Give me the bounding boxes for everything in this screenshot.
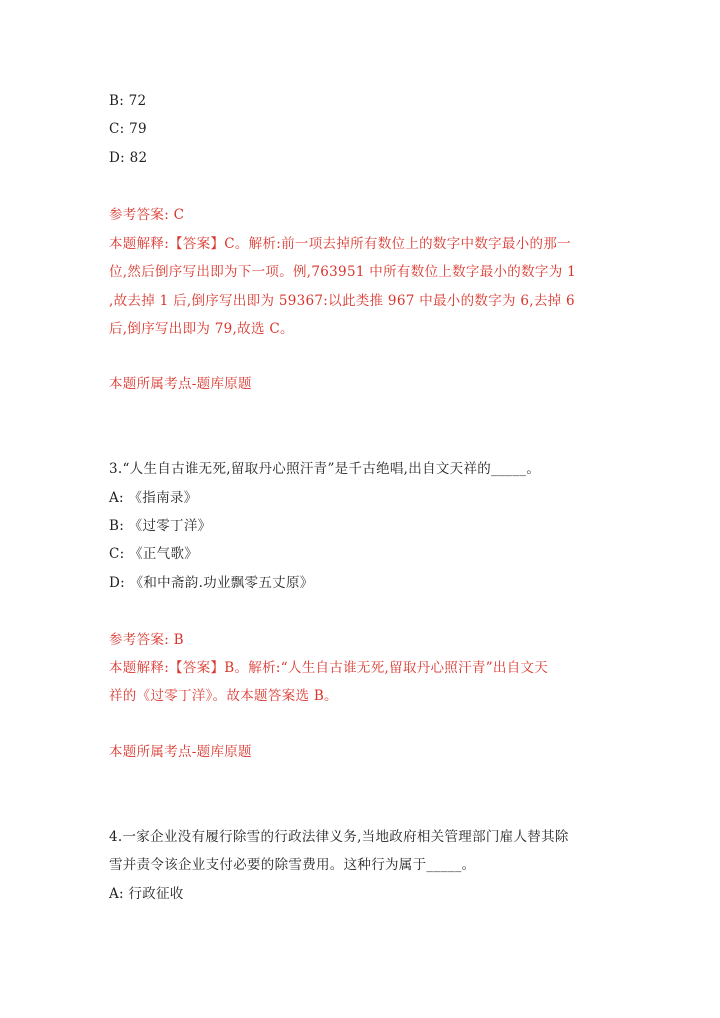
- q3-answer: 参考答案: B: [109, 632, 184, 648]
- q3-explanation-line-2: 祥的《过零丁洋》。故本题答案选 B。: [109, 688, 338, 704]
- q3-topic: 本题所属考点-题库原题: [109, 744, 252, 760]
- q3-explanation-line-1: 本题解释:【答案】B。解析:“人生自古谁无死,留取丹心照汗青”出自文天: [109, 660, 549, 676]
- q2-option-b: B: 72: [109, 93, 147, 109]
- q2-topic: 本题所属考点-题库原题: [109, 376, 252, 392]
- q4-question-line-2: 雪并责令该企业支付必要的除雪费用。这种行为属于_____。: [109, 857, 476, 873]
- q2-explanation-line-1: 本题解释:【答案】C。解析:前一项去掉所有数位上的数字中数字最小的那一: [109, 236, 571, 252]
- q3-option-b: B: 《过零丁洋》: [109, 518, 212, 534]
- q2-explanation-line-3: ,故去掉 1 后,倒序写出即为 59367:以此类推 967 中最小的数字为 6,去掉 6: [109, 293, 575, 309]
- q2-option-d: D: 82: [109, 150, 148, 166]
- q2-explanation-line-2: 位,然后倒序写出即为下一项。例,763951 中所有数位上数字最小的数字为 1: [109, 264, 576, 280]
- q4-question-line-1: 4.一家企业没有履行除雪的行政法律义务,当地政府相关管理部门雇人替其除: [109, 829, 569, 845]
- q2-option-c: C: 79: [109, 121, 147, 137]
- q3-option-c: C: 《正气歌》: [109, 546, 199, 562]
- q4-option-a: A: 行政征收: [109, 886, 184, 902]
- q3-question: 3.“人生自古谁无死,留取丹心照汗青”是千古绝唱,出自文天祥的_____。: [109, 461, 541, 477]
- q2-answer: 参考答案: C: [109, 207, 185, 223]
- q3-option-a: A: 《指南录》: [109, 490, 198, 506]
- q3-option-d: D: 《和中斋韵.功业飘零五丈原》: [109, 575, 314, 591]
- q2-explanation-line-4: 后,倒序写出即为 79,故选 C。: [109, 321, 294, 337]
